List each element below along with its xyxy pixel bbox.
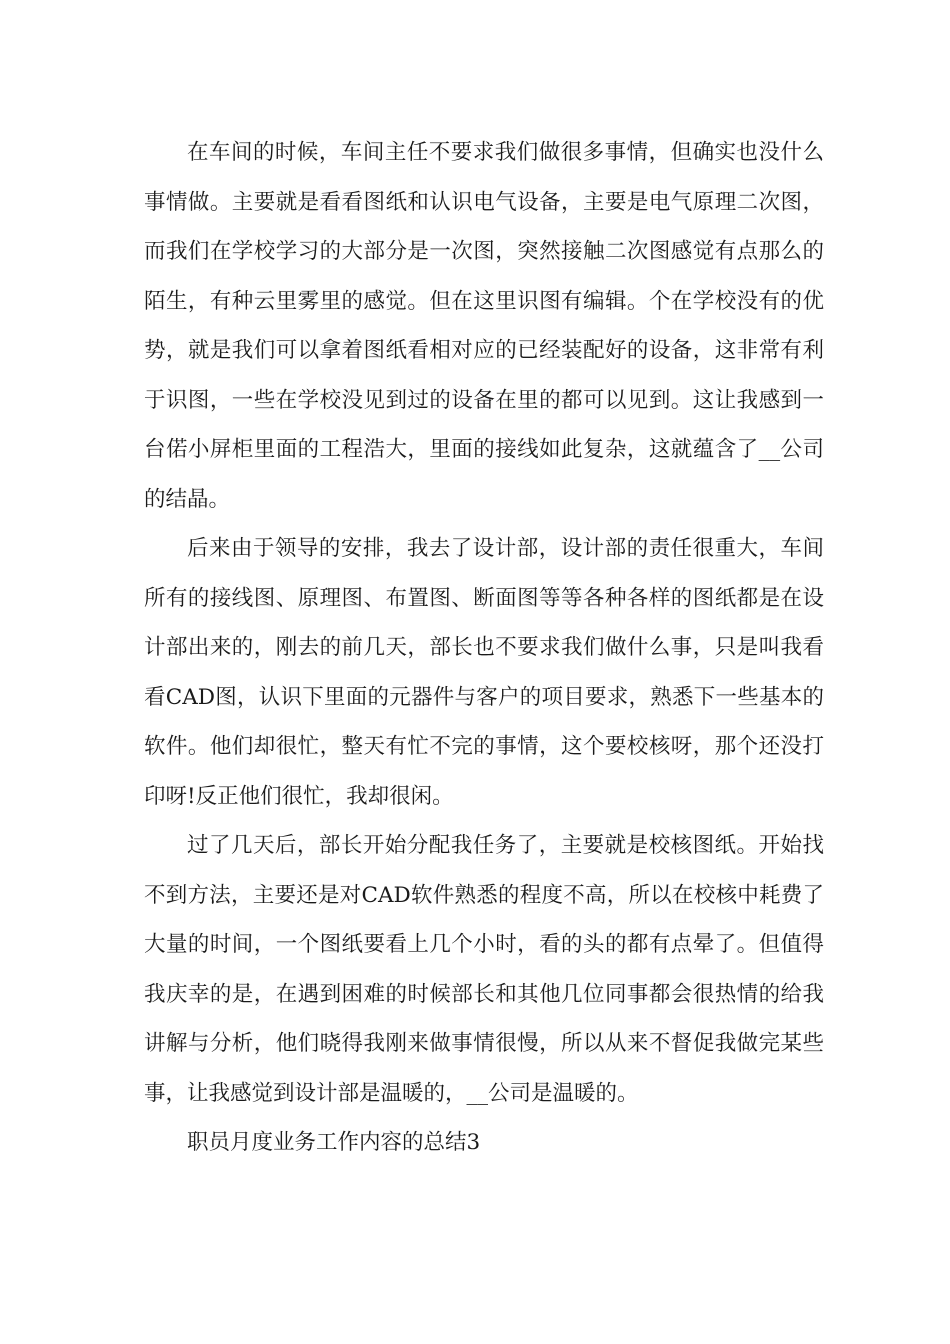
paragraph-workshop: 在车间的时候，车间主任不要求我们做很多事情，但确实也没什么事情做。主要就是看看图纸和认识电气设备，主要是电气原理二次图，而我们在学校学习的大部分是一次图，突然接触二次图感觉有点那么的陌生，有种云里雾里的感觉。但在这里识图有编辑。个在学校没有的优势，就是我们可以拿着图纸看相对应的已经装配好的设备，这非常有利于识图，一些在学校没见到过的设备在里的都可以见到。这让我感到一台偌小屏柜里面的工程浩大，里面的接线如此复杂，这就蕴含了__公司的结晶。 xyxy=(144,140,824,512)
section-heading: 职员月度业务工作内容的总结3 xyxy=(187,1130,481,1155)
paragraph-design-department: 后来由于领导的安排，我去了设计部，设计部的责任很重大，车间所有的接线图、原理图、布置图、断面图等等各种各样的图纸都是在设计部出来的，刚去的前几天，部长也不要求我们做什么事，只是叫我看看CAD图，认识下里面的元器件与客户的项目要求，熟悉下一些基本的软件。他们却很忙，整天有忙不完的事情，这个要校核呀，那个还没打印呀!反正他们很忙，我却很闲。 xyxy=(144,536,824,809)
paragraph-checking-drawings: 过了几天后，部长开始分配我任务了，主要就是校核图纸。开始找不到方法，主要还是对CAD软件熟悉的程度不高，所以在校核中耗费了大量的时间，一个图纸要看上几个小时，看的头的都有点晕了。但值得我庆幸的是，在遇到困难的时候部长和其他几位同事都会很热情的给我讲解与分析，他们晓得我刚来做事情很慢，所以从来不督促我做完某些事，让我感觉到设计部是温暖的，__公司是温暖的。 xyxy=(144,833,824,1106)
document-body xyxy=(144,128,824,1168)
